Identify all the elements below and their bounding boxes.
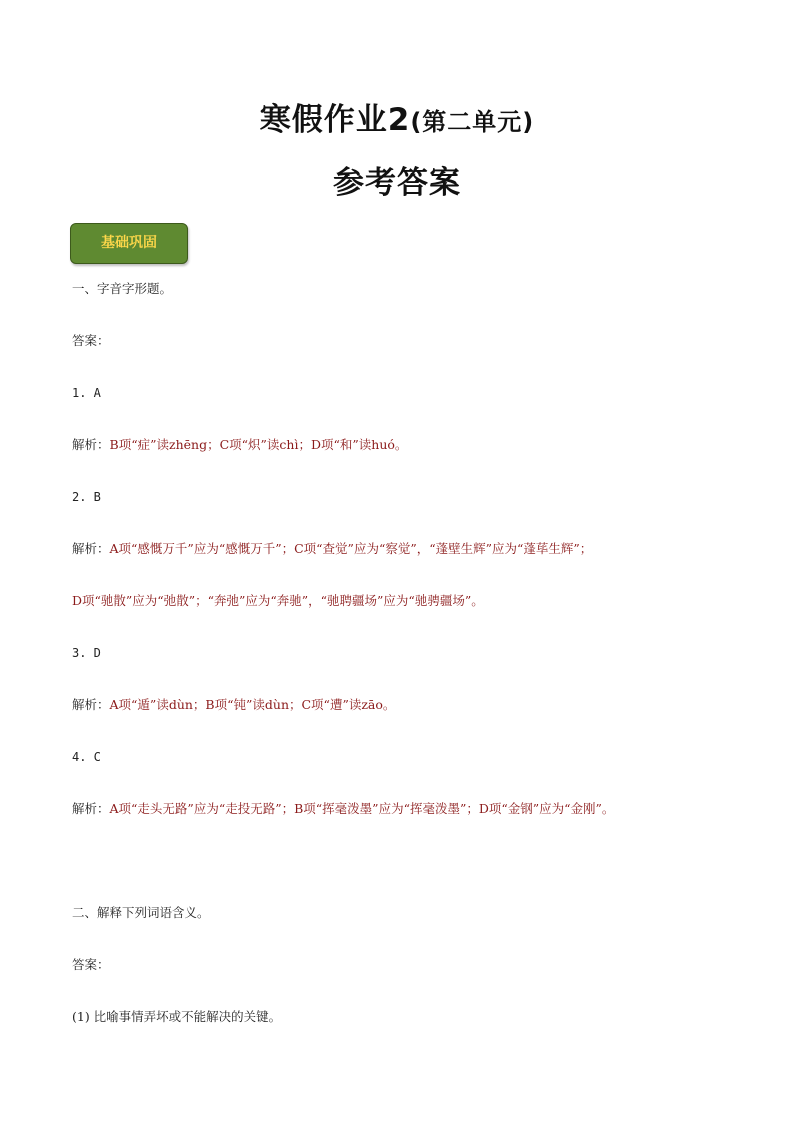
item-2-number: 2. B bbox=[72, 490, 101, 504]
item-3-analysis bbox=[72, 697, 395, 713]
item-1-number: 1. A bbox=[72, 386, 101, 400]
item-2-analysis bbox=[72, 541, 592, 557]
section2-item-1: (1) 比喻事情弄坏或不能解决的关键。 bbox=[72, 1009, 282, 1024]
item-4-analysis bbox=[72, 801, 614, 817]
analysis-text: A项“感慨万千”应为“感慨万千”；C项“查觉”应为“察觉”，“蓬壁生辉”应为“蓬荜生辉”； bbox=[109, 541, 593, 556]
section1-heading: 一、字音字形题。 bbox=[72, 281, 173, 296]
analysis-label: 解析： bbox=[72, 541, 110, 556]
analysis-label: 解析： bbox=[72, 697, 110, 712]
item-4-number: 4. C bbox=[72, 750, 101, 764]
section1-answer-label: 答案： bbox=[72, 333, 110, 348]
item-1-analysis bbox=[72, 437, 407, 453]
section-badge: 基础巩固 bbox=[70, 223, 188, 264]
analysis-text: B项“症”读zhēng；C项“炽”读chì；D项“和”读huó。 bbox=[109, 437, 408, 452]
item-2-analysis-continued bbox=[72, 593, 484, 609]
section2-answer-label: 答案： bbox=[72, 957, 110, 972]
analysis-text: A项“走头无路”应为“走投无路”；B项“挥毫泼墨”应为“挥毫泼墨”；D项“金钢”应为“金刚”。 bbox=[109, 801, 615, 816]
page-subtitle: 参考答案 bbox=[333, 165, 461, 201]
title-paren-text: (第二单元) bbox=[410, 108, 535, 136]
title-main-text: 寒假作业2 bbox=[259, 102, 411, 138]
section2-heading: 二、解释下列词语含义。 bbox=[72, 905, 210, 920]
item-3-number: 3. D bbox=[72, 646, 101, 660]
page-title bbox=[0, 94, 794, 139]
analysis-label: 解析： bbox=[72, 801, 110, 816]
analysis-label: 解析： bbox=[72, 437, 110, 452]
analysis-text-continued: D项“驰散”应为“弛散”；“奔弛”应为“奔驰”，“驰聘疆场”应为“驰骋疆场”。 bbox=[72, 593, 484, 608]
analysis-text: A项“遁”读dùn；B项“钝”读dùn；C项“遭”读zāo。 bbox=[109, 697, 396, 712]
